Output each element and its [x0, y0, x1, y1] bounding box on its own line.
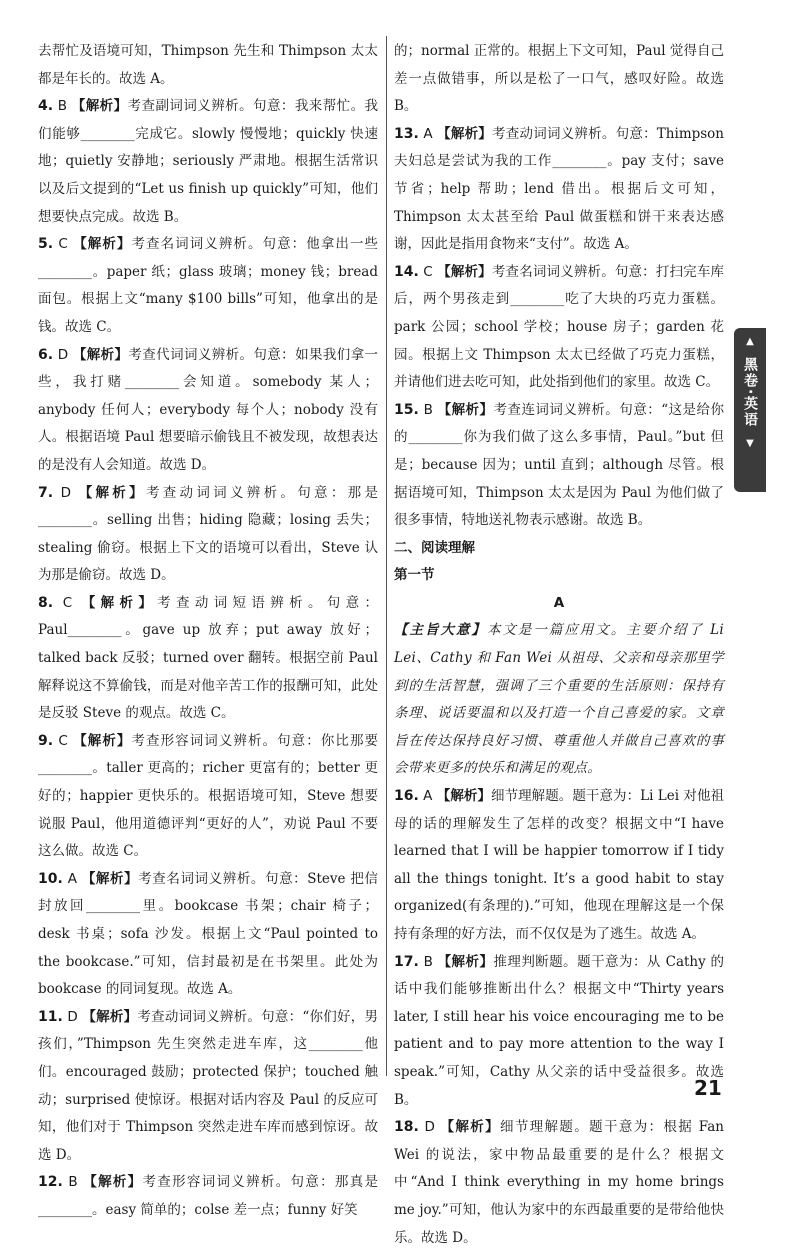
passage-label: A [553, 594, 565, 611]
analysis-tag: 【解析】 [73, 732, 132, 749]
item-text: 考查连词词义辨析。句意：“这是给你的________你为我们做了这么多事情，Paul。”but 但是；because 因为；until 直到；although 尽管。根据语境可知，Thimpson 太太是因为 Paul 为他们做了很多事情，特地送礼物表示感谢。故选 B。 [394, 401, 724, 529]
triangle-down-icon: ▼ [746, 438, 754, 450]
item-number: 5. [38, 236, 54, 253]
item-answer: A [423, 788, 433, 805]
item-text: 考查名词词义辨析。句意：Steve 把信封放回________里。bookcase 书架；chair 椅子；desk 书桌；sofa 沙发。根据上文“Paul pointed to the bookcase.”可知，信封最初是在书架里。此处为 bookcase 的同词复现。故选 A。 [38, 870, 379, 998]
answer-item-9 [38, 728, 378, 866]
item-text: 考查形容词词义辨析。句意：那真是________。easy 简单的；colse 差一点；funny 好笑 [38, 1174, 379, 1218]
section-title: 二、阅读理解 [394, 539, 475, 556]
summary-text: 本文是一篇应用文。主要介绍了 Li Lei、Cathy 和 Fan Wei 从祖母、父亲和母亲那里学到的生活智慧，强调了三个重要的生活原则：保持有条理、说话要温和以及打造一个自己喜爱的家。文章旨在传达保持良好习惯、尊重他人并做自己喜欢的事会带来更多的快乐和满足的观点。 [394, 622, 724, 777]
answer-item-4 [38, 93, 378, 231]
answer-item-16 [394, 783, 724, 949]
summary-tag: 【主旨大意】 [394, 622, 487, 639]
item-answer: C [62, 594, 73, 611]
triangle-up-icon: ▲ [746, 336, 754, 347]
answer-item-8 [38, 590, 378, 728]
analysis-tag: 【解析】 [437, 953, 494, 970]
item-text: 考查名词词义辨析。句意：打扫完车库后，两个男孩走到________吃了大块的巧克力蛋糕。park 公园；school 学校；house 房子；garden 花园。根据上文 Thimpson 太太已经做了巧克力蛋糕，并请他们进去吃可知，此处指到他们的家里。故选 C。 [394, 263, 725, 391]
item-answer: C [58, 732, 68, 749]
answer-item-10 [38, 866, 378, 1004]
answer-item-3-continued: 去帮忙及语境可知，Thimpson 先生和 Thimpson 太太都是年长的。故选 A。 [38, 43, 378, 87]
answer-item-12 [38, 1169, 378, 1224]
answer-item-12-continued: 的；normal 正常的。根据上下文可知，Paul 觉得自己差一点做错事，所以是松了一口气，感叹好险。故选 B。 [394, 43, 724, 115]
item-text: 考查动词词义辨析。句意：那是________。selling 出售；hiding 隐藏；losing 丢失；stealing 偷窃。根据上下文的语境可以看出，Steve 认为那是偷窃。故选 D。 [38, 484, 378, 584]
item-number: 8. [38, 594, 54, 611]
item-text: 推理判断题。题干意为：从 Cathy 的话中我们能够推断出什么？根据文中“Thirty years later, I still hear his voice encouraging me to be patient and to pay more attention to the way I speak.”可知，Cathy 从父亲的话中受益很多。故选 B。 [394, 953, 724, 1108]
item-number: 4. [38, 98, 54, 115]
answer-item-6 [38, 342, 378, 480]
item-text: 细节理解题。题干意为：Li Lei 对他祖母的话的理解发生了怎样的改变？根据文中“I have learned that I will be happier tomorrow if I tidy all the things tonight. It’s a good habit to stay organized(有条理的).”可知，他现在理解这是一个保持有条理的好方法，而不仅仅是为了逃生。故选 A。 [394, 788, 725, 942]
item-number: 10. [38, 870, 63, 887]
item-answer: C [58, 236, 68, 253]
item-answer: A [423, 125, 433, 142]
analysis-tag: 【解析】 [440, 1119, 500, 1136]
item-answer: B [423, 401, 433, 418]
subsection-title: 第一节 [394, 567, 435, 584]
analysis-tag: 【解析】 [437, 401, 494, 418]
item-number: 12. [38, 1174, 63, 1191]
item-answer: D [57, 346, 69, 363]
item-answer: D [424, 1119, 435, 1136]
item-text: 考查动词词义辨析。句意：Thimpson 夫妇总是尝试为我的工作________。pay 支付；save 节省；help 帮助；lend 借出。根据后文可知，Thimpson 太太甚至给 Paul 做蛋糕和饼干来表达感谢，因此是指用食物来“支付”。故选 A。 [394, 125, 725, 253]
item-text: 考查代词词义辨析。句意：如果我们拿一些，我打赌________会知道。somebody 某人；anybody 任何人；everybody 每个人；nobody 没有人。根据语境 Paul 想要暗示偷钱且不被发现，故想表达的是没有人会知道。故选 D。 [38, 346, 379, 473]
item-number: 16. [394, 788, 419, 805]
item-number: 6. [38, 346, 54, 363]
analysis-tag: 【解析】 [71, 98, 128, 115]
side-tab-label: 黑卷·英语 [742, 357, 758, 429]
analysis-tag: 【解析】 [436, 788, 492, 805]
analysis-tag: 【解析】 [81, 870, 139, 887]
answer-item-11 [38, 1004, 378, 1170]
item-number: 14. [394, 263, 419, 280]
analysis-tag: 【解析】 [437, 125, 493, 142]
answer-item-7 [38, 480, 378, 590]
analysis-tag: 【解析】 [73, 236, 132, 253]
item-text: 考查形容词词义辨析。句意：你比那要________。taller 更高的；richer 更富有的；better 更好的；happier 更快乐的。根据语境可知，Steve 想要说服 Paul，他用道德评判“更好的人”，劝说 Paul 不要这么做。故选 C。 [38, 732, 379, 860]
analysis-tag: 【解析】 [83, 1174, 143, 1191]
side-tab [734, 328, 766, 492]
item-number: 13. [394, 125, 419, 142]
item-text: 考查动词词义辨析。句意：“你们好，男孩们，”Thimpson 先生突然走进车库，这________他们。encouraged 鼓励；protected 保护；touched 触动；surprised 使惊讶。根据对话内容及 Paul 的反应可知，他们对于 Thimpson 突然走进车库而感到惊讶。故选 D。 [38, 1008, 379, 1163]
item-text: 考查动词短语辨析。句意：Paul________。gave up 放弃；put away 放好；talked back 反驳；turned over 翻转。根据空前 Paul 解释说这不算偷钱，而是对他辛苦工作的报酬可知，此处是反驳 Steve 的观点。故选 C。 [38, 594, 378, 722]
analysis-tag: 【解析】 [437, 263, 492, 280]
answer-item-17 [394, 949, 724, 1115]
item-answer: B [68, 1174, 78, 1191]
answer-item-18 [394, 1114, 724, 1252]
item-answer: A [67, 870, 77, 887]
right-column [394, 38, 724, 1252]
analysis-tag: 【解析】 [82, 1008, 138, 1025]
item-number: 11. [38, 1008, 63, 1025]
item-number: 7. [38, 484, 54, 501]
analysis-tag: 【解析】 [78, 484, 146, 501]
summary-paragraph [394, 617, 724, 783]
item-number: 18. [394, 1119, 419, 1136]
item-number: 9. [38, 732, 54, 749]
item-answer: C [423, 263, 433, 280]
item-number: 17. [394, 953, 419, 970]
item-answer: D [60, 484, 72, 501]
answer-item-5 [38, 231, 378, 341]
left-column [38, 38, 378, 1225]
answer-item-13 [394, 121, 724, 259]
answer-item-14 [394, 259, 724, 397]
item-number: 15. [394, 401, 419, 418]
item-text: 细节理解题。题干意为：根据 Fan Wei 的说法，家中物品最重要的是什么？根据文中“And I think everything in my home brings me joy.”可知，他认为家中的东西最重要的是带给他快乐。故选 D。 [394, 1119, 724, 1246]
analysis-tag: 【解析】 [72, 346, 129, 363]
item-text: 考查名词词义辨析。句意：他拿出一些________。paper 纸；glass 玻璃；money 钱；bread 面包。根据上文“many $100 bills”可知，他拿出的是钱。故选 C。 [38, 236, 379, 335]
item-text: 考查副词词义辨析。句意：我来帮忙。我们能够________完成它。slowly 慢慢地；quickly 快速地；quietly 安静地；seriously 严肃地。根据生活常识以及后文提到的“Let us finish up quickly”可知，他们想要快点完成。故选 B。 [38, 98, 379, 225]
item-answer: B [423, 953, 433, 970]
item-answer: D [67, 1008, 78, 1025]
analysis-tag: 【解析】 [81, 594, 158, 611]
page-number: 21 [694, 1076, 722, 1100]
answer-item-15 [394, 397, 724, 535]
column-divider [386, 36, 387, 1076]
item-answer: B [57, 98, 68, 115]
